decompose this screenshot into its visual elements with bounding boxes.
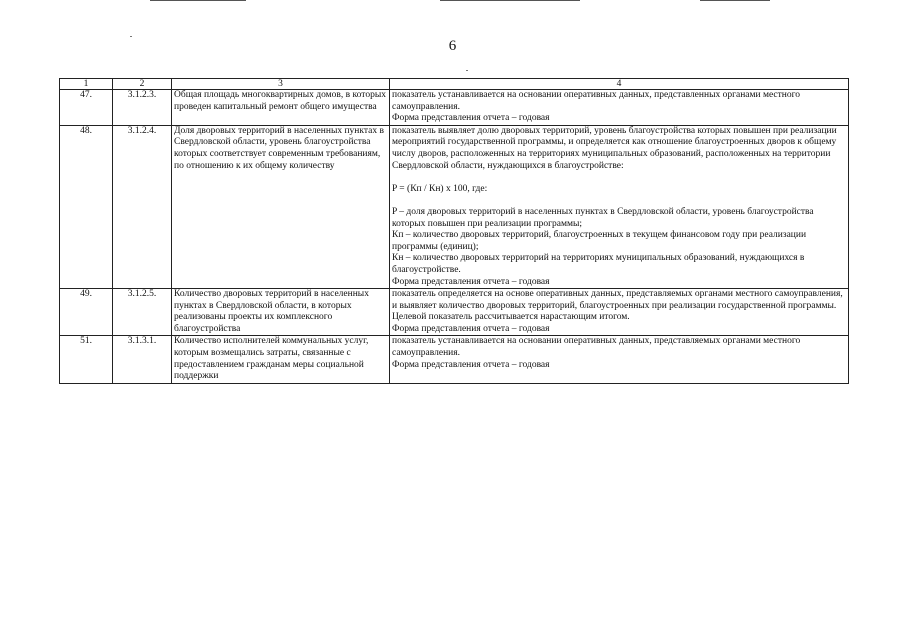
scan-speck [130,36,132,37]
indicator-description-cell [390,336,849,383]
scan-edge-center [440,0,580,1]
row-number-cell: 48. [60,125,113,288]
column-number-header: 3 [172,79,390,90]
scan-edge-left [150,0,246,1]
report-form-text: Форма представления отчета – годовая [392,113,550,124]
formula-text: P = (Кп / Кн) х 100, где: [392,183,488,194]
column-number-header: 4 [390,79,849,90]
indicator-description-cell [390,90,849,126]
description-paragraph: показатель выявляет долю дворовых территорий, уровень благоустройства которых повышен при реализации мероприятий государственной программы, и определяется как отношение благоустроенных дворов к общему числу дворов, расположенных на территориях муниципальных образований, расположенных на территории Свердловской области, нуждающихся в благоустройстве: [392,125,837,171]
indicator-code-cell: 3.1.3.1. [113,336,172,383]
row-number-cell: 49. [60,289,113,336]
indicator-code-cell: 3.1.2.3. [113,90,172,126]
table-row [60,125,849,288]
report-form-text: Форма представления отчета – годовая [392,359,550,370]
table-row [60,289,849,336]
formula-term-kp: Кп – количество дворовых территорий, благоустроенных в текущем финансовом году при реализации программы (единиц); [392,230,807,252]
report-form-text: Форма представления отчета – годовая [392,276,550,287]
page-number: 6 [448,38,457,54]
indicators-table [59,78,849,384]
report-form-text: Форма представления отчета – годовая [392,323,550,334]
description-paragraph: показатель устанавливается на основании оперативных данных, представляемых органами местного самоуправления. [392,336,801,359]
table-row [60,90,849,126]
description-paragraph: показатель устанавливается на основании оперативных данных, представленных органами местного самоуправления. [392,90,801,112]
indicator-description-cell [390,289,849,336]
formula-term-p: P – доля дворовых территорий в населенных пунктах в Свердловской области, уровень благоустройства которых повышен при реализации программы; [392,206,814,229]
table-header-row [60,79,849,90]
scan-speck [466,70,468,71]
indicator-name-cell: Количество исполнителей коммунальных услуг, которым возмещались затраты, связанные с предоставлением гражданам меры социальной поддержки [172,336,390,383]
description-paragraph: показатель определяется на основе оперативных данных, представляемых органами местного самоуправления, и выявляет количество дворовых территорий, благоустроенных при реализации государственной программы. [392,289,843,311]
indicator-code-cell: 3.1.2.4. [113,125,172,288]
indicator-description-cell [390,125,849,288]
indicator-name-cell: Количество дворовых территорий в населенных пунктах в Свердловской области, в которых реализованы проекты их комплексного благоустройства [172,289,390,336]
indicator-name-cell: Доля дворовых территорий в населенных пунктах в Свердловской области, уровень благоустройства которых соответствует современным требованиям, по отношению к их общему количеству [172,125,390,288]
scan-edge-right [700,0,770,1]
blank-line [392,172,846,184]
table-row [60,336,849,383]
column-number-header: 2 [113,79,172,90]
column-number-header: 1 [60,79,113,90]
blank-line [392,195,846,207]
row-number-cell: 47. [60,90,113,126]
cumulative-note: Целевой показатель рассчитывается нарастающим итогом. [392,312,630,323]
row-number-cell: 51. [60,336,113,383]
indicator-code-cell: 3.1.2.5. [113,289,172,336]
formula-term-kn: Кн – количество дворовых территорий на территориях муниципальных образований, нуждающихся в благоустройстве. [392,253,805,275]
indicator-name-cell: Общая площадь многоквартирных домов, в которых проведен капитальный ремонт общего имущества [172,90,390,126]
